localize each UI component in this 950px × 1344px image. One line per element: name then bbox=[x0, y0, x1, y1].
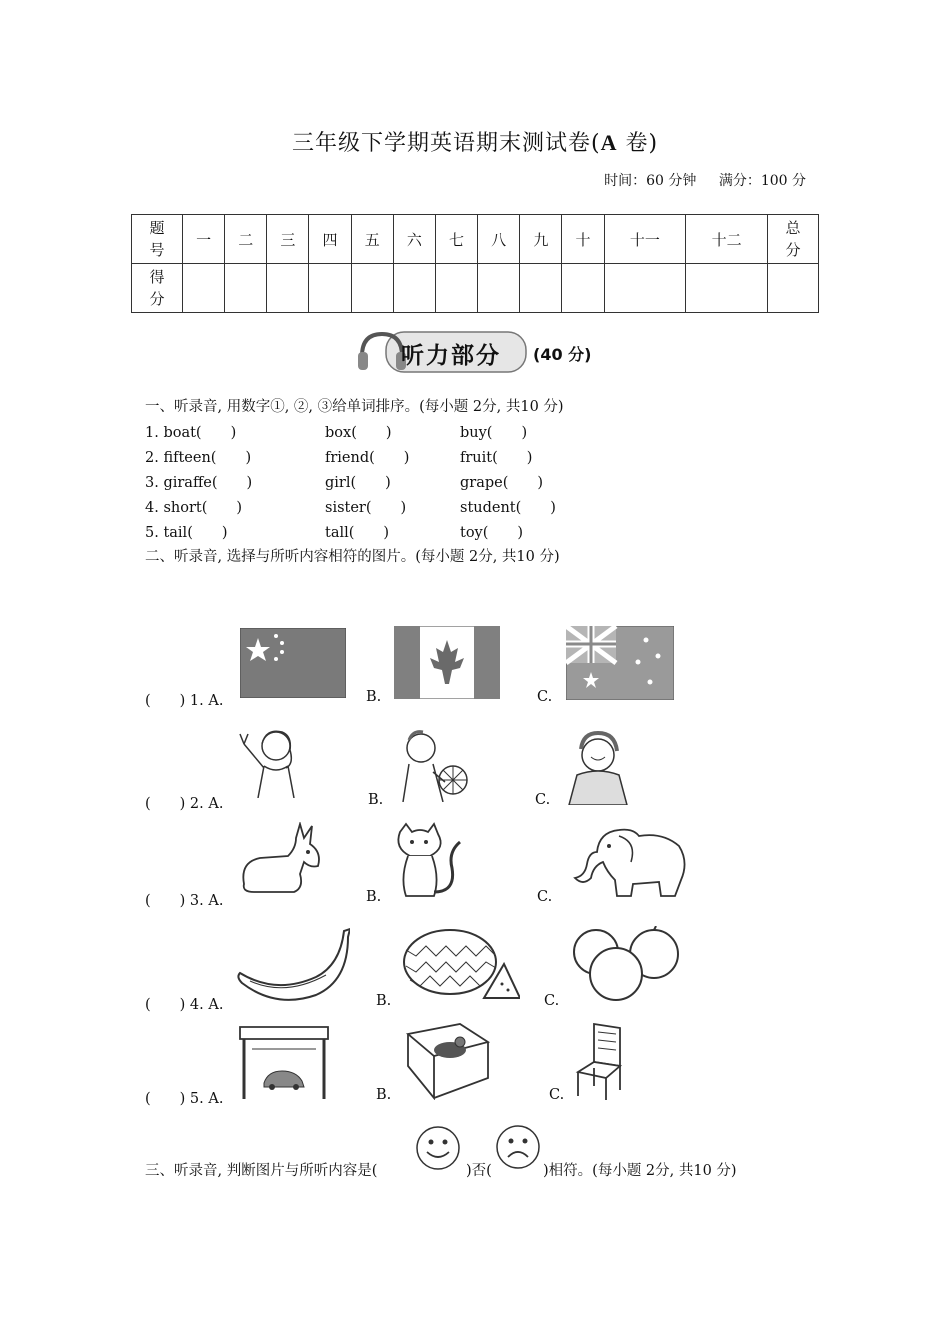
grandma-icon[interactable] bbox=[563, 727, 633, 805]
option-c-label: C. bbox=[549, 1087, 565, 1103]
word-item: 4. short( ) bbox=[145, 500, 243, 516]
option-c-label: C. bbox=[537, 689, 553, 705]
option-b-label: B. bbox=[376, 1087, 392, 1103]
question-label: ( ) 3. A. bbox=[145, 893, 224, 909]
score-cell[interactable] bbox=[478, 264, 520, 313]
col-8: 八 bbox=[478, 215, 520, 264]
part3-after: )相符。(每小题 2分, 共10 分) bbox=[543, 1163, 737, 1179]
col-12: 十二 bbox=[686, 215, 768, 264]
word-item: student( ) bbox=[460, 500, 556, 516]
score-cell[interactable] bbox=[267, 264, 309, 313]
score-cell[interactable] bbox=[604, 264, 686, 313]
score-cell[interactable] bbox=[686, 264, 768, 313]
score-cell[interactable] bbox=[768, 264, 819, 313]
option-b-label: B. bbox=[368, 792, 384, 808]
option-b-label: B. bbox=[366, 889, 382, 905]
banner-title: 听力部分 bbox=[401, 343, 501, 369]
elephant-icon[interactable] bbox=[563, 822, 689, 898]
col-3: 三 bbox=[267, 215, 309, 264]
question-label: ( ) 4. A. bbox=[145, 997, 224, 1013]
col-total: 总分 bbox=[768, 215, 819, 264]
part3-middle: )否( bbox=[466, 1163, 492, 1179]
row-label-question-number: 题号 bbox=[132, 215, 183, 264]
word-item: 3. giraffe( ) bbox=[145, 475, 253, 491]
col-11: 十一 bbox=[604, 215, 686, 264]
word-item: 1. boat( ) bbox=[145, 425, 237, 441]
garage-with-car-icon[interactable] bbox=[238, 1025, 330, 1099]
score-cell[interactable] bbox=[183, 264, 225, 313]
option-c-label: C. bbox=[537, 889, 553, 905]
grandpa-with-fan-icon[interactable] bbox=[393, 724, 473, 802]
toy-box-icon[interactable] bbox=[404, 1022, 490, 1100]
question-label: ( ) 1. A. bbox=[145, 693, 224, 709]
score-table bbox=[131, 214, 819, 313]
col-7: 七 bbox=[435, 215, 477, 264]
time-info bbox=[604, 170, 806, 190]
part2-instruction: 二、听录音, 选择与所听内容相符的图片。(每小题 2分, 共10 分) bbox=[145, 549, 560, 565]
score-cell[interactable] bbox=[393, 264, 435, 313]
option-c-label: C. bbox=[544, 993, 560, 1009]
time-limit: 时间：60 分钟 bbox=[604, 173, 697, 189]
word-item: sister( ) bbox=[325, 500, 407, 516]
word-item: fruit( ) bbox=[460, 450, 533, 466]
word-item: grape( ) bbox=[460, 475, 544, 491]
col-10: 十 bbox=[562, 215, 604, 264]
full-score: 满分：100 分 bbox=[718, 173, 806, 189]
sad-face-icon[interactable] bbox=[494, 1123, 542, 1171]
page-title: 三年级下学期英语期末测试卷(A 卷) bbox=[291, 130, 659, 156]
col-2: 二 bbox=[225, 215, 267, 264]
word-item: friend( ) bbox=[325, 450, 410, 466]
canada-flag-icon[interactable] bbox=[394, 626, 500, 699]
word-item: box( ) bbox=[325, 425, 392, 441]
banner-points: (40 分) bbox=[533, 345, 592, 364]
part1-instruction: 一、听录音, 用数字①, ②, ③给单词排序。(每小题 2分, 共10 分) bbox=[145, 399, 564, 415]
question-label: ( ) 5. A. bbox=[145, 1091, 224, 1107]
oranges-icon[interactable] bbox=[570, 926, 682, 1002]
girl-waving-icon[interactable] bbox=[236, 724, 310, 798]
score-table-score-row bbox=[132, 264, 819, 313]
banana-icon[interactable] bbox=[236, 925, 350, 1003]
donkey-icon[interactable] bbox=[234, 822, 326, 896]
score-cell[interactable] bbox=[225, 264, 267, 313]
word-item: toy( ) bbox=[460, 525, 524, 541]
col-4: 四 bbox=[309, 215, 351, 264]
score-cell[interactable] bbox=[435, 264, 477, 313]
word-item: tall( ) bbox=[325, 525, 390, 541]
part3-instruction: 三、听录音, 判断图片与所听内容是( bbox=[145, 1163, 378, 1179]
word-item: girl( ) bbox=[325, 475, 391, 491]
cat-icon[interactable] bbox=[390, 822, 470, 898]
word-item: 2. fifteen( ) bbox=[145, 450, 252, 466]
score-cell[interactable] bbox=[520, 264, 562, 313]
col-9: 九 bbox=[520, 215, 562, 264]
col-5: 五 bbox=[351, 215, 393, 264]
smiley-face-icon[interactable] bbox=[414, 1125, 462, 1171]
option-c-label: C. bbox=[535, 792, 551, 808]
option-b-label: B. bbox=[376, 993, 392, 1009]
china-flag-icon[interactable] bbox=[240, 628, 346, 698]
word-item: 5. tail( ) bbox=[145, 525, 228, 541]
question-label: ( ) 2. A. bbox=[145, 796, 224, 812]
col-6: 六 bbox=[393, 215, 435, 264]
score-table-header-row bbox=[132, 215, 819, 264]
chair-icon[interactable] bbox=[574, 1022, 630, 1100]
score-cell[interactable] bbox=[309, 264, 351, 313]
option-b-label: B. bbox=[366, 689, 382, 705]
australia-flag-icon[interactable] bbox=[566, 626, 674, 700]
listening-section-banner bbox=[356, 326, 606, 378]
score-cell[interactable] bbox=[562, 264, 604, 313]
row-label-score: 得分 bbox=[132, 264, 183, 313]
col-1: 一 bbox=[183, 215, 225, 264]
score-cell[interactable] bbox=[351, 264, 393, 313]
word-item: buy( ) bbox=[460, 425, 528, 441]
watermelon-icon[interactable] bbox=[402, 926, 520, 1004]
